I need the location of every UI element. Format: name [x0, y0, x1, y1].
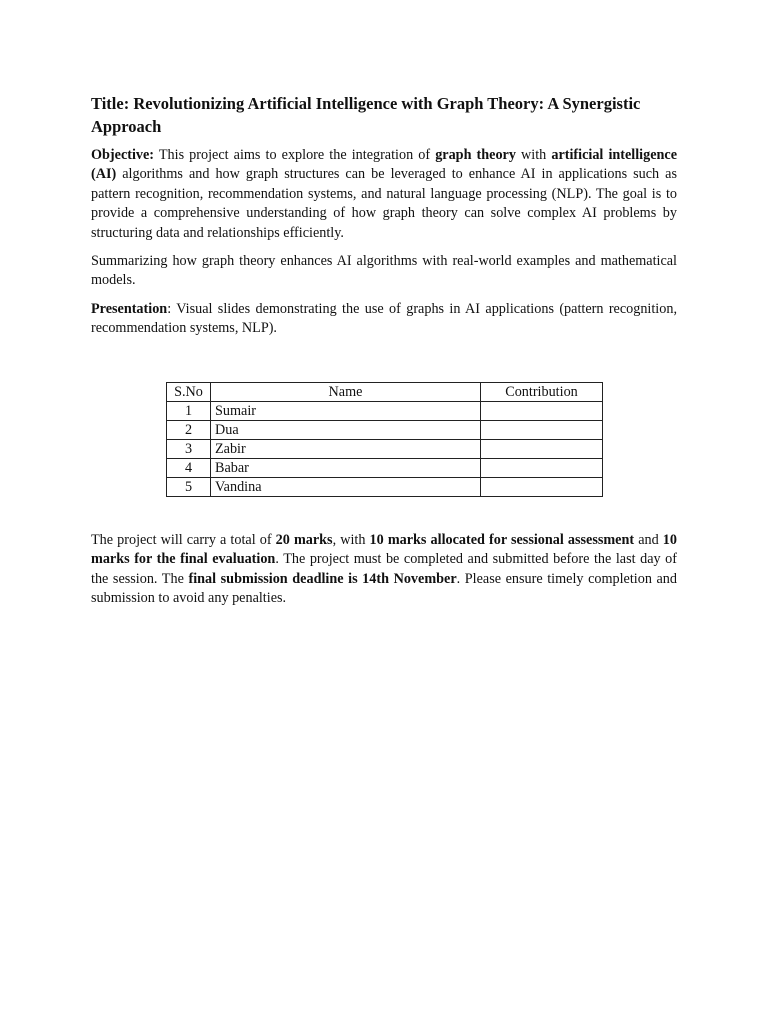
row-name: Sumair: [211, 402, 481, 421]
table-header-row: [167, 383, 603, 402]
table-row: [167, 440, 603, 459]
presentation-paragraph: [91, 300, 677, 339]
row-sno: 1: [167, 402, 211, 421]
header-name: Name: [211, 383, 481, 402]
row-contribution: [481, 402, 603, 421]
marks-bold-deadline: final submission deadline is 14th November: [188, 570, 457, 587]
table-row: [167, 421, 603, 440]
presentation-text: : Visual slides demonstrating the use of graphs in AI applications (pattern recognition, recommendation systems, NLP).: [91, 300, 677, 337]
table-row: [167, 478, 603, 497]
table-row: [167, 402, 603, 421]
objective-text-1: This project aims to explore the integration of: [154, 147, 436, 163]
row-contribution: [481, 440, 603, 459]
objective-label: Objective:: [91, 147, 155, 163]
marks-text-1: The project will carry a total of: [91, 532, 276, 548]
objective-text-3: algorithms and how graph structures can be leveraged to enhance AI in applications such as pattern recognition, recommendation systems, and natural language processing (NLP). The goal is to provide a comprehensive understanding of how graph theory can solve complex AI problems by structuring data and relationships efficiently.: [91, 166, 677, 241]
summary-paragraph: Summarizing how graph theory enhances AI algorithms with real-world examples and mathematical models.: [91, 253, 677, 289]
marks-bold-sessional: 10 marks allocated for sessional assessment: [369, 532, 635, 548]
row-contribution: [481, 459, 603, 478]
marks-bold-total: 20 marks: [275, 532, 333, 548]
row-name: Zabir: [211, 440, 481, 459]
row-sno: 3: [167, 440, 211, 459]
marks-paragraph: [91, 531, 677, 609]
objective-text-2: with: [515, 147, 552, 163]
row-sno: 2: [167, 421, 211, 440]
document-title: Title: Revolutionizing Artificial Intelligence with Graph Theory: A Synergistic Approach: [91, 94, 641, 136]
document-body: [91, 92, 677, 348]
marks-text-2: , with: [332, 532, 370, 548]
objective-bold-ai: artificial intelligence (AI): [91, 147, 678, 183]
objective-bold-graph-theory: graph theory: [435, 147, 516, 163]
header-sno: S.No: [167, 383, 211, 402]
presentation-label: Presentation: [91, 300, 168, 317]
team-table: [166, 382, 603, 497]
team-table-container: [166, 382, 603, 497]
row-contribution: [481, 421, 603, 440]
marks-text-5: . Please ensure timely completion and submission to avoid any penalties.: [91, 570, 677, 607]
objective-paragraph: [91, 146, 677, 243]
row-contribution: [481, 478, 603, 497]
row-sno: 4: [167, 459, 211, 478]
row-sno: 5: [167, 478, 211, 497]
row-name: Vandina: [211, 478, 481, 497]
marks-bold-final: 10 marks for the final evaluation: [91, 532, 677, 568]
header-contribution: Contribution: [481, 383, 603, 402]
table-row: [167, 459, 603, 478]
marks-text-4: . The project must be completed and submitted before the last day of the session. The: [91, 551, 677, 587]
row-name: Babar: [211, 459, 481, 478]
row-name: Dua: [211, 421, 481, 440]
marks-text-3: and: [634, 532, 663, 548]
marks-section: [91, 531, 677, 618]
